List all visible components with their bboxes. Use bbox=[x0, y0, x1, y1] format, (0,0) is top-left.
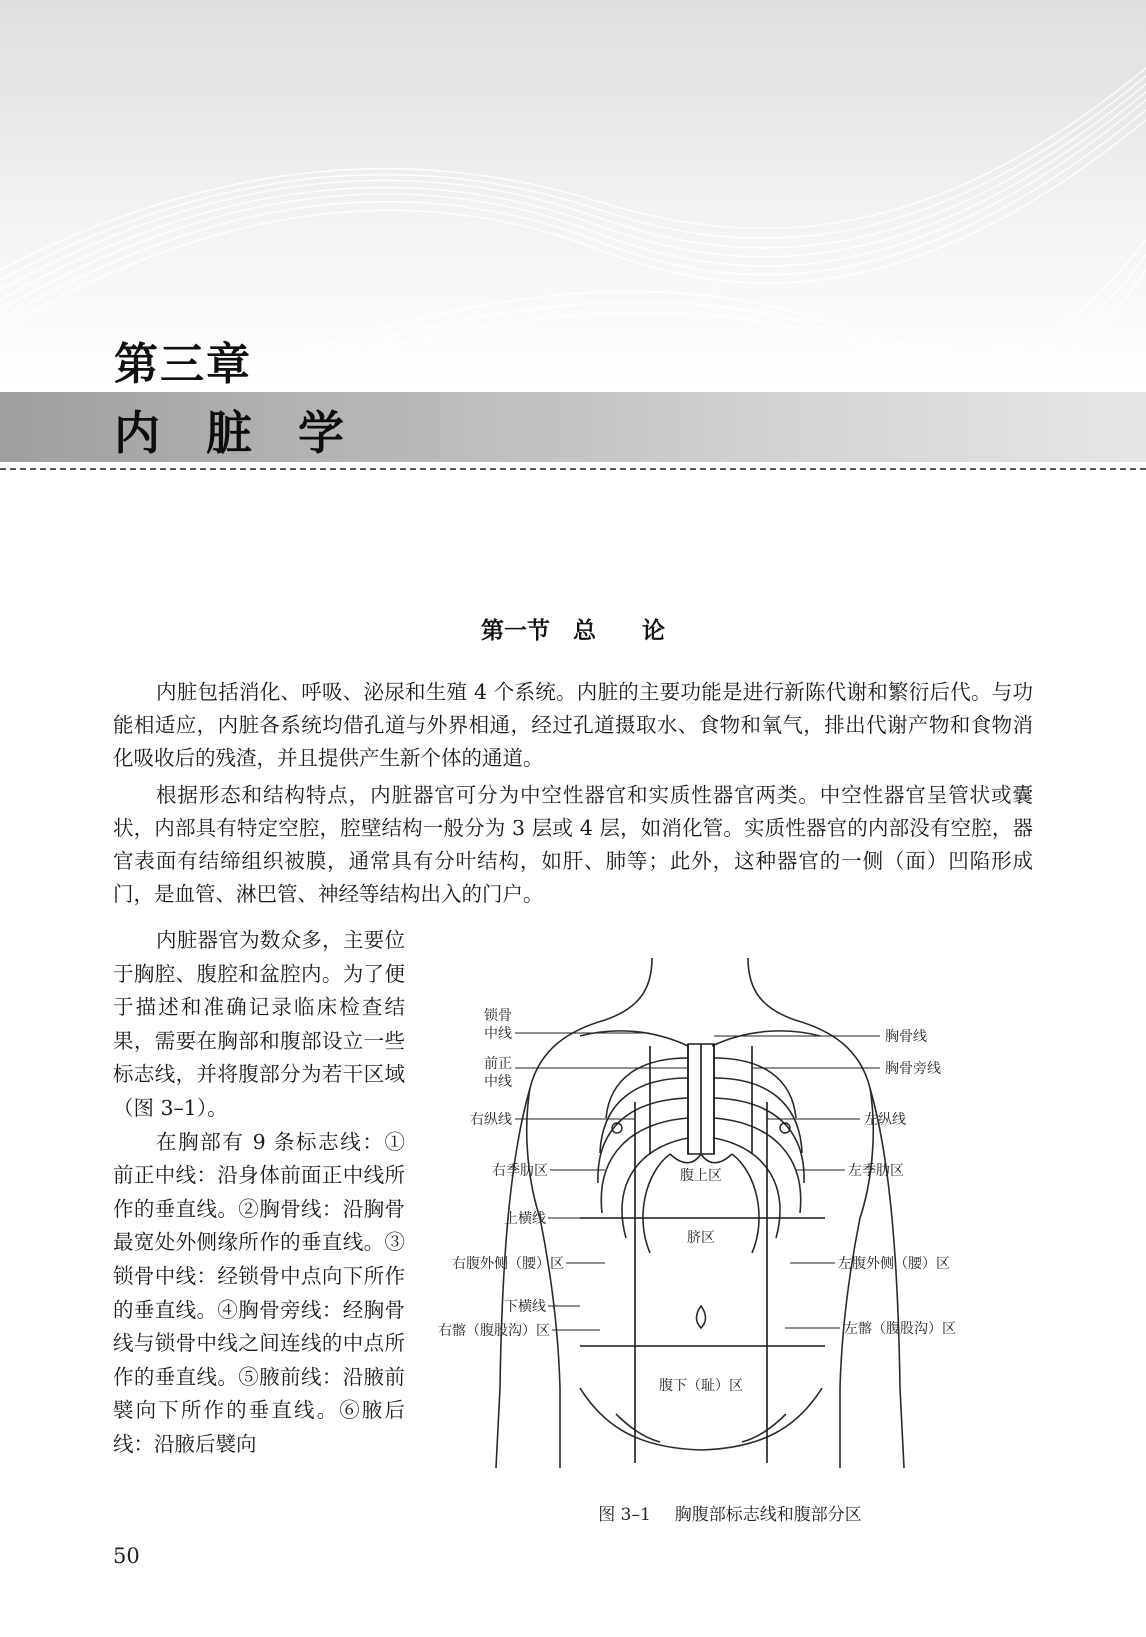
label-left-vertical-line: 左纵线 bbox=[864, 1112, 906, 1128]
paragraph-intro: 内脏包括消化、呼吸、泌尿和生殖 4 个系统。内脏的主要功能是进行新陈代谢和繁衍后代。与功能相适应，内脏各系统均借孔道与外界相通，经过孔道摄取水、食物和氧气，排出代谢产物和食物消化吸收后的残渣，并且提供产生新个体的通道。 bbox=[113, 680, 1033, 770]
label-right-lumbar: 右腹外侧（腰）区 bbox=[452, 1256, 564, 1272]
label-right-inguinal: 右髂（腹股沟）区 bbox=[438, 1323, 550, 1339]
label-lower-transverse-line: 下横线 bbox=[504, 1299, 546, 1315]
figure-number: 图 3–1 bbox=[598, 1505, 651, 1525]
paragraph-chest-lines: 在胸部有 9 条标志线：①前正中线：沿身体前面正中线所作的垂直线。②胸骨线：沿胸骨最宽处外侧缘所作的垂直线。③锁骨中线：经锁骨中点向下所作的垂直线。④胸骨旁线：经胸骨线与锁骨中线之间连线的中点所作的垂直线。⑤腋前线：沿腋前襞向下所作的垂直线。⑥腋后线：沿腋后襞向 bbox=[113, 1129, 405, 1456]
label-left-lumbar: 左腹外侧（腰）区 bbox=[838, 1256, 950, 1272]
label-hypogastric-region: 腹下（耻）区 bbox=[659, 1378, 743, 1394]
figure-caption bbox=[430, 1500, 1030, 1525]
paragraph-organ-types: 根据形态和结构特点，内脏器官可分为中空性器官和实质性器官两类。中空性器官呈管状或囊状，内部具有特定空腔，腔壁结构一般分为 3 层或 4 层，如消化管。实质性器官的内部没有空腔，器官表面有结缔组织被膜，通常具有分叶结构，如肝、肺等；此外，这种器官的一侧（面）凹陷形成门，是血管、淋巴管、神经等结构出入的门户。 bbox=[113, 783, 1033, 906]
header-divider bbox=[0, 468, 1146, 470]
label-left-inguinal: 左髂（腹股沟）区 bbox=[844, 1321, 956, 1337]
label-right-vertical-line: 右纵线 bbox=[470, 1112, 512, 1128]
label-parasternal-line: 胸骨旁线 bbox=[885, 1061, 941, 1077]
label-umbilical-region: 脐区 bbox=[687, 1230, 715, 1246]
label-right-hypochondriac: 右季肋区 bbox=[492, 1163, 548, 1179]
chapter-title: 内脏学 bbox=[114, 406, 390, 460]
label-epigastric-region: 腹上区 bbox=[680, 1168, 722, 1184]
label-anterior-median-1: 前正 bbox=[484, 1056, 512, 1072]
section-title: 第一节 总 论 bbox=[481, 617, 665, 644]
label-sternal-line: 胸骨线 bbox=[885, 1029, 927, 1045]
label-upper-transverse-line: 上横线 bbox=[504, 1211, 546, 1227]
label-clavicular-line-2: 中线 bbox=[484, 1026, 512, 1042]
figure-caption-text: 胸腹部标志线和腹部分区 bbox=[674, 1505, 862, 1525]
chapter-number: 第三章 bbox=[114, 339, 252, 390]
page-number: 50 bbox=[113, 1544, 140, 1568]
label-left-hypochondriac: 左季肋区 bbox=[848, 1163, 904, 1179]
paragraph-landmarks: 内脏器官为数众多，主要位于胸腔、腹腔和盆腔内。为了便于描述和准确记录临床检查结果，需要在胸部和腹部设立一些标志线，并将腹部分为若干区域（图 3–1）。 bbox=[113, 928, 405, 1120]
label-clavicular-line-1: 锁骨 bbox=[484, 1008, 512, 1024]
figure-thoracoabdominal-diagram bbox=[430, 958, 1030, 1468]
left-column-text bbox=[113, 924, 405, 1462]
label-anterior-median-2: 中线 bbox=[484, 1074, 512, 1090]
